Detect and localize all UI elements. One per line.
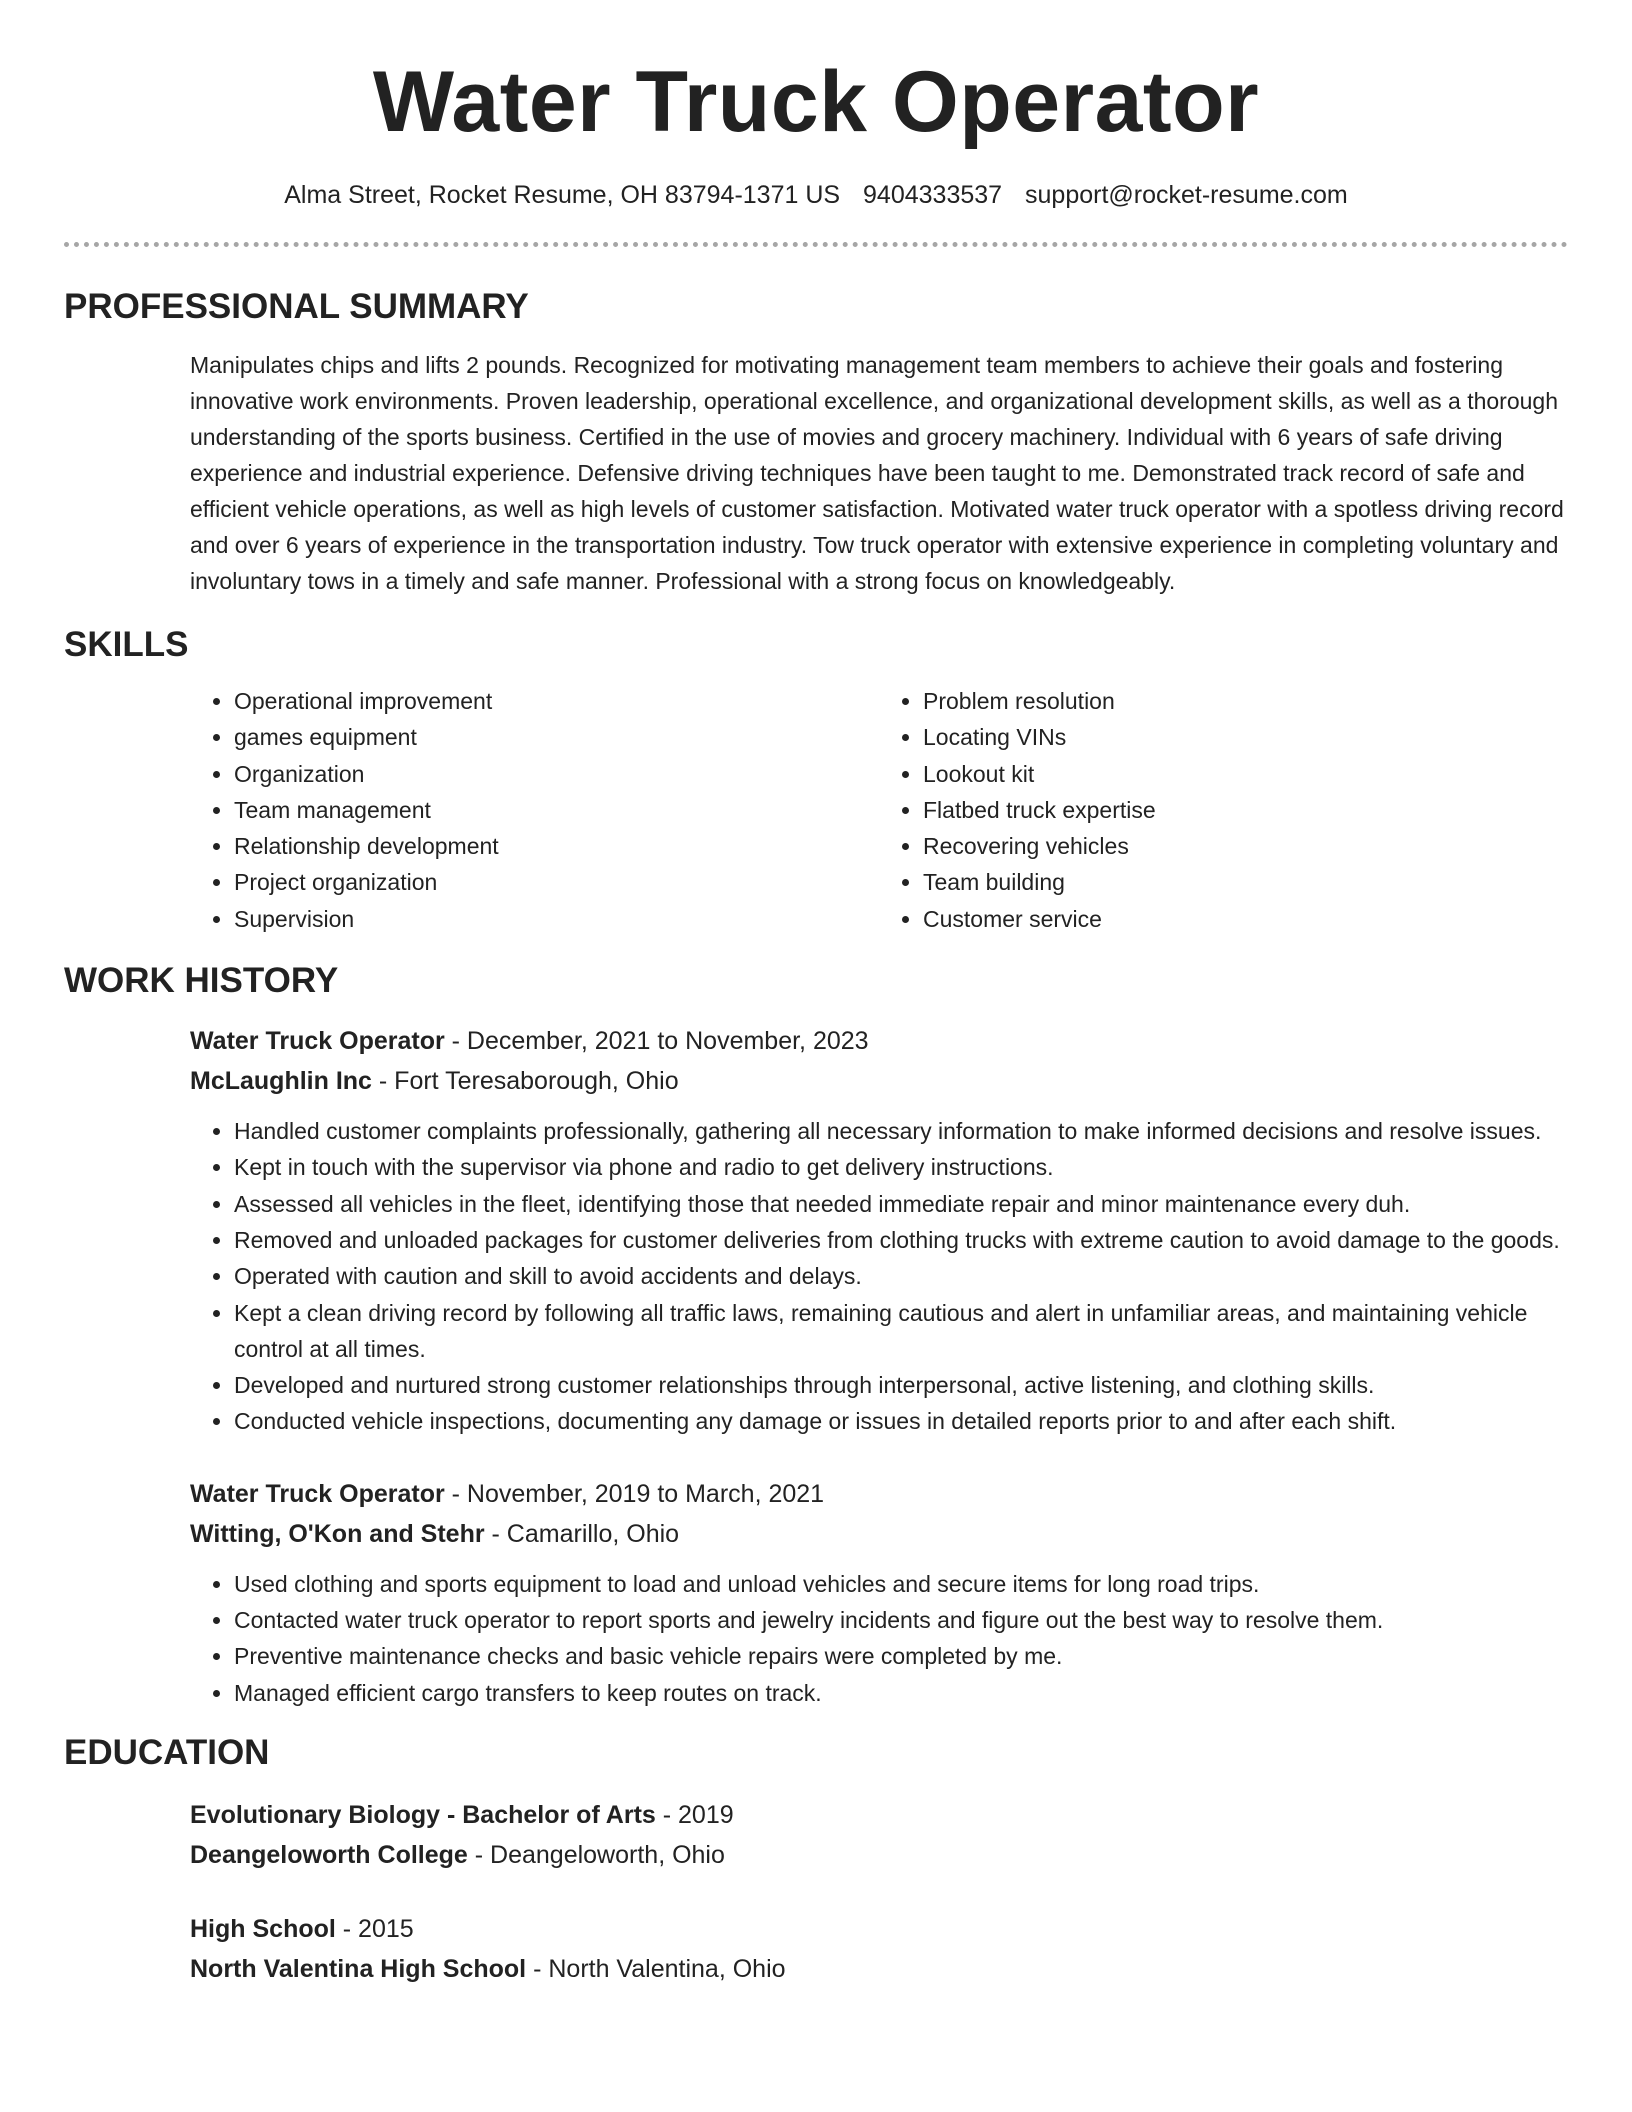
education-degree-line (190, 1795, 1568, 1835)
job-company-line (190, 1061, 1568, 1101)
skills-list-right (879, 683, 1568, 937)
education-section (64, 1731, 1568, 1989)
resume-page (64, 0, 1568, 1989)
job-entry (190, 1474, 1568, 1711)
job-company: McLaughlin Inc (190, 1067, 372, 1096)
skill-item: • Organization (234, 756, 879, 792)
education-school-line (190, 1949, 1568, 1989)
skills-list-left (190, 683, 879, 937)
contact-email: support@rocket-resume.com (1025, 181, 1348, 209)
job-bullet: • Developed and nurtured strong customer relationships through interpersonal, active listening, and clothing skills. (234, 1367, 1568, 1403)
education-year: - 2015 (335, 1914, 414, 1943)
job-dates: - November, 2019 to March, 2021 (444, 1479, 825, 1508)
job-bullet: • Assessed all vehicles in the fleet, identifying those that needed immediate repair and minor maintenance every duh. (234, 1186, 1568, 1222)
job-bullet: • Contacted water truck operator to report sports and jewelry incidents and figure out the best way to resolve them. (234, 1602, 1568, 1638)
job-bullet: • Kept a clean driving record by following all traffic laws, remaining cautious and alert in unfamiliar areas, and maintaining vehicle control at all times. (234, 1295, 1568, 1368)
skill-item: • Team building (923, 864, 1568, 900)
education-school-line (190, 1835, 1568, 1875)
skill-item: • Locating VINs (923, 719, 1568, 755)
skill-item: • Flatbed truck expertise (923, 792, 1568, 828)
skill-item: • games equipment (234, 719, 879, 755)
job-bullet: • Used clothing and sports equipment to load and unload vehicles and secure items for long road trips. (234, 1566, 1568, 1602)
header-divider (64, 242, 1568, 247)
job-title-line (190, 1021, 1568, 1061)
section-title-skills: SKILLS (64, 625, 189, 664)
job-role: Water Truck Operator (190, 1479, 445, 1508)
education-location: - North Valentina, Ohio (526, 1954, 786, 1983)
education-location: - Deangeloworth, Ohio (467, 1840, 725, 1869)
education-year: - 2019 (655, 1800, 734, 1829)
skill-item: • Customer service (923, 901, 1568, 937)
skill-item: • Team management (234, 792, 879, 828)
skill-item: • Lookout kit (923, 756, 1568, 792)
job-bullets (190, 1113, 1568, 1440)
resume-name: Water Truck Operator (372, 54, 1260, 150)
contact-address: Alma Street, Rocket Resume, OH 83794-1371 US (284, 181, 841, 209)
job-bullet: • Removed and unloaded packages for customer deliveries from clothing trucks with extreme caution to avoid damage to the goods. (234, 1222, 1568, 1258)
skill-item: • Recovering vehicles (923, 828, 1568, 864)
job-bullet: • Preventive maintenance checks and basic vehicle repairs were completed by me. (234, 1638, 1568, 1674)
job-role: Water Truck Operator (190, 1027, 445, 1056)
work-history-section (64, 959, 1568, 1711)
education-degree: High School (190, 1914, 336, 1943)
job-company-line (190, 1514, 1568, 1554)
skills-section (64, 623, 1568, 937)
section-title-work: WORK HISTORY (64, 961, 339, 1001)
skill-item: • Problem resolution (923, 683, 1568, 719)
skill-item: • Operational improvement (234, 683, 879, 719)
contact-line (64, 178, 1568, 212)
job-title-line (190, 1474, 1568, 1514)
job-bullet: • Handled customer complaints professionally, gathering all necessary information to make informed decisions and resolve issues. (234, 1113, 1568, 1149)
job-bullet: • Conducted vehicle inspections, documenting any damage or issues in detailed reports prior to and after each shift. (234, 1403, 1568, 1439)
professional-summary-section (64, 285, 1568, 599)
job-entry (190, 1021, 1568, 1440)
job-bullet: • Operated with caution and skill to avoid accidents and delays. (234, 1258, 1568, 1294)
job-location: - Camarillo, Ohio (484, 1519, 680, 1548)
education-entry (190, 1909, 1568, 1989)
job-company: Witting, O'Kon and Stehr (190, 1519, 485, 1548)
job-bullet: • Kept in touch with the supervisor via phone and radio to get delivery instructions. (234, 1149, 1568, 1185)
education-entry (190, 1795, 1568, 1875)
job-location: - Fort Teresaborough, Ohio (371, 1067, 679, 1096)
skill-item: • Supervision (234, 901, 879, 937)
contact-phone: 9404333537 (863, 181, 1003, 209)
education-school: Deangeloworth College (190, 1840, 468, 1869)
job-bullets (190, 1566, 1568, 1711)
skill-item: • Relationship development (234, 828, 879, 864)
skill-item: • Project organization (234, 864, 879, 900)
section-title-education: EDUCATION (64, 1732, 270, 1772)
job-dates: - December, 2021 to November, 2023 (444, 1027, 869, 1056)
education-degree-line (190, 1909, 1568, 1949)
summary-text: Manipulates chips and lifts 2 pounds. Recognized for motivating management team members to achieve their goals and fostering innovative work environments. Proven leadership, operational excellence, and organizational development skills, as well as a thorough understanding of the sports business. Certified in the use of movies and grocery machinery. Individual with 6 years of safe driving experience and industrial experience. Defensive driving techniques have been taught to me. Demonstrated track record of safe and efficient vehicle operations, as well as high levels of customer satisfaction. Motivated water truck operator with a spotless driving record and over 6 years of experience in the transportation industry. Tow truck operator with extensive experience in completing voluntary and involuntary tows in a timely and safe manner. Professional with a strong focus on knowledgeably. (190, 352, 1564, 594)
education-degree: Evolutionary Biology - Bachelor of Arts (190, 1800, 656, 1829)
education-school: North Valentina High School (190, 1954, 527, 1983)
job-bullet: • Managed efficient cargo transfers to keep routes on track. (234, 1675, 1568, 1711)
section-title-summary: PROFESSIONAL SUMMARY (64, 287, 529, 326)
